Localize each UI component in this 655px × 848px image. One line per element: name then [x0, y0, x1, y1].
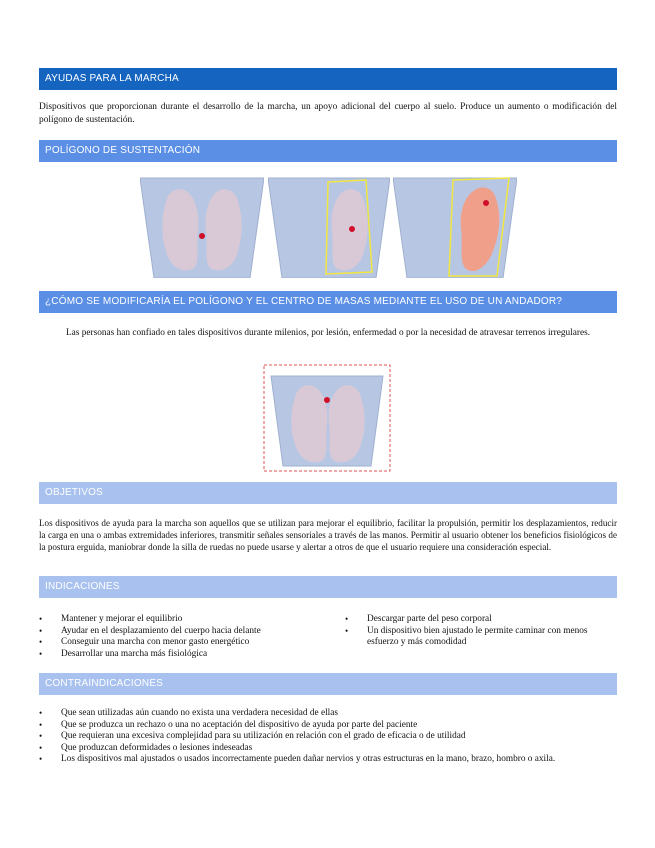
list-item: • Que requieran una excesiva complejidad para su utilización en relación con el grado de eficacia o de utilidad	[39, 731, 617, 743]
list-item: • Ayudar en el desplazamiento del cuerpo hacia delante	[39, 626, 339, 638]
polygon-figure-both-feet	[140, 176, 264, 278]
section-header-modificacion: ¿CÓMO SE MODIFICARÍA EL POLÍGONO Y EL CENTRO DE MASAS MEDIANTE EL USO DE UN ANDADOR?	[39, 291, 617, 313]
indicaciones-list-left	[39, 614, 339, 660]
list-item: • Mantener y mejorar el equilibrio	[39, 614, 339, 626]
modificacion-description: Las personas han confiado en tales dispositivos durante milenios, por lesión, enfermedad o por la necesidad de atravesar terrenos irregulares.	[65, 328, 591, 338]
polygon-figure-one-foot	[268, 176, 390, 278]
list-item: • Desarrollar una marcha más fisiológica	[39, 649, 339, 661]
contraindicaciones-list	[39, 708, 617, 766]
list-item: • Que se produzca un rechazo o una no aceptación del dispositivo de ayuda por parte del paciente	[39, 720, 617, 732]
list-item: • Descargar parte del peso corporal	[345, 614, 617, 626]
section-header-poligono: POLÍGONO DE SUSTENTACIÓN	[39, 140, 617, 162]
section-header-ayudas: AYUDAS PARA LA MARCHA	[39, 68, 617, 90]
list-item: • Un dispositivo bien ajustado le permite caminar con menos esfuerzo y más comodidad	[345, 626, 617, 649]
center-of-mass-dot	[349, 226, 355, 232]
list-item: • Que produzcan deformidades o lesiones indeseadas	[39, 743, 617, 755]
center-of-mass-dot	[324, 397, 330, 403]
section-header-contraindicaciones: CONTRAINDICACIONES	[39, 673, 617, 695]
walker-polygon-figure	[263, 364, 391, 472]
center-of-mass-dot	[483, 200, 489, 206]
list-item: • Que sean utilizadas aún cuando no exista una verdadera necesidad de ellas	[39, 708, 617, 720]
list-item: • Conseguir una marcha con menor gasto energético	[39, 637, 339, 649]
section-header-objetivos: OBJETIVOS	[39, 482, 617, 504]
section-header-indicaciones: INDICACIONES	[39, 576, 617, 598]
objetivos-description: Los dispositivos de ayuda para la marcha son aquellos que se utilizan para mejorar el equilibrio, facilitar la propulsión, permitir los desplazamientos, reducir la carga en una o ambas extremidades inferiores, transmitir señales sensoriales a través de las manos. Permitir al usuario obtener los beneficios fisiológicos de la postura erguida, maniobrar donde la silla de ruedas no puede usarse y alertar a otros de que el usuario requiere una consideración especial.	[39, 518, 617, 552]
list-item: • Los dispositivos mal ajustados o usados incorrectamente pueden dañar nervios y otras estructuras en la mano, brazo, hombro o axila.	[39, 754, 617, 766]
indicaciones-list-right	[345, 614, 617, 649]
ayudas-description: Dispositivos que proporcionan durante el desarrollo de la marcha, un apoyo adicional del cuerpo al suelo. Produce un aumento o modificación del polígono de sustentación.	[39, 102, 617, 125]
polygon-figure-weight-shift	[393, 176, 517, 278]
center-of-mass-dot	[199, 233, 205, 239]
